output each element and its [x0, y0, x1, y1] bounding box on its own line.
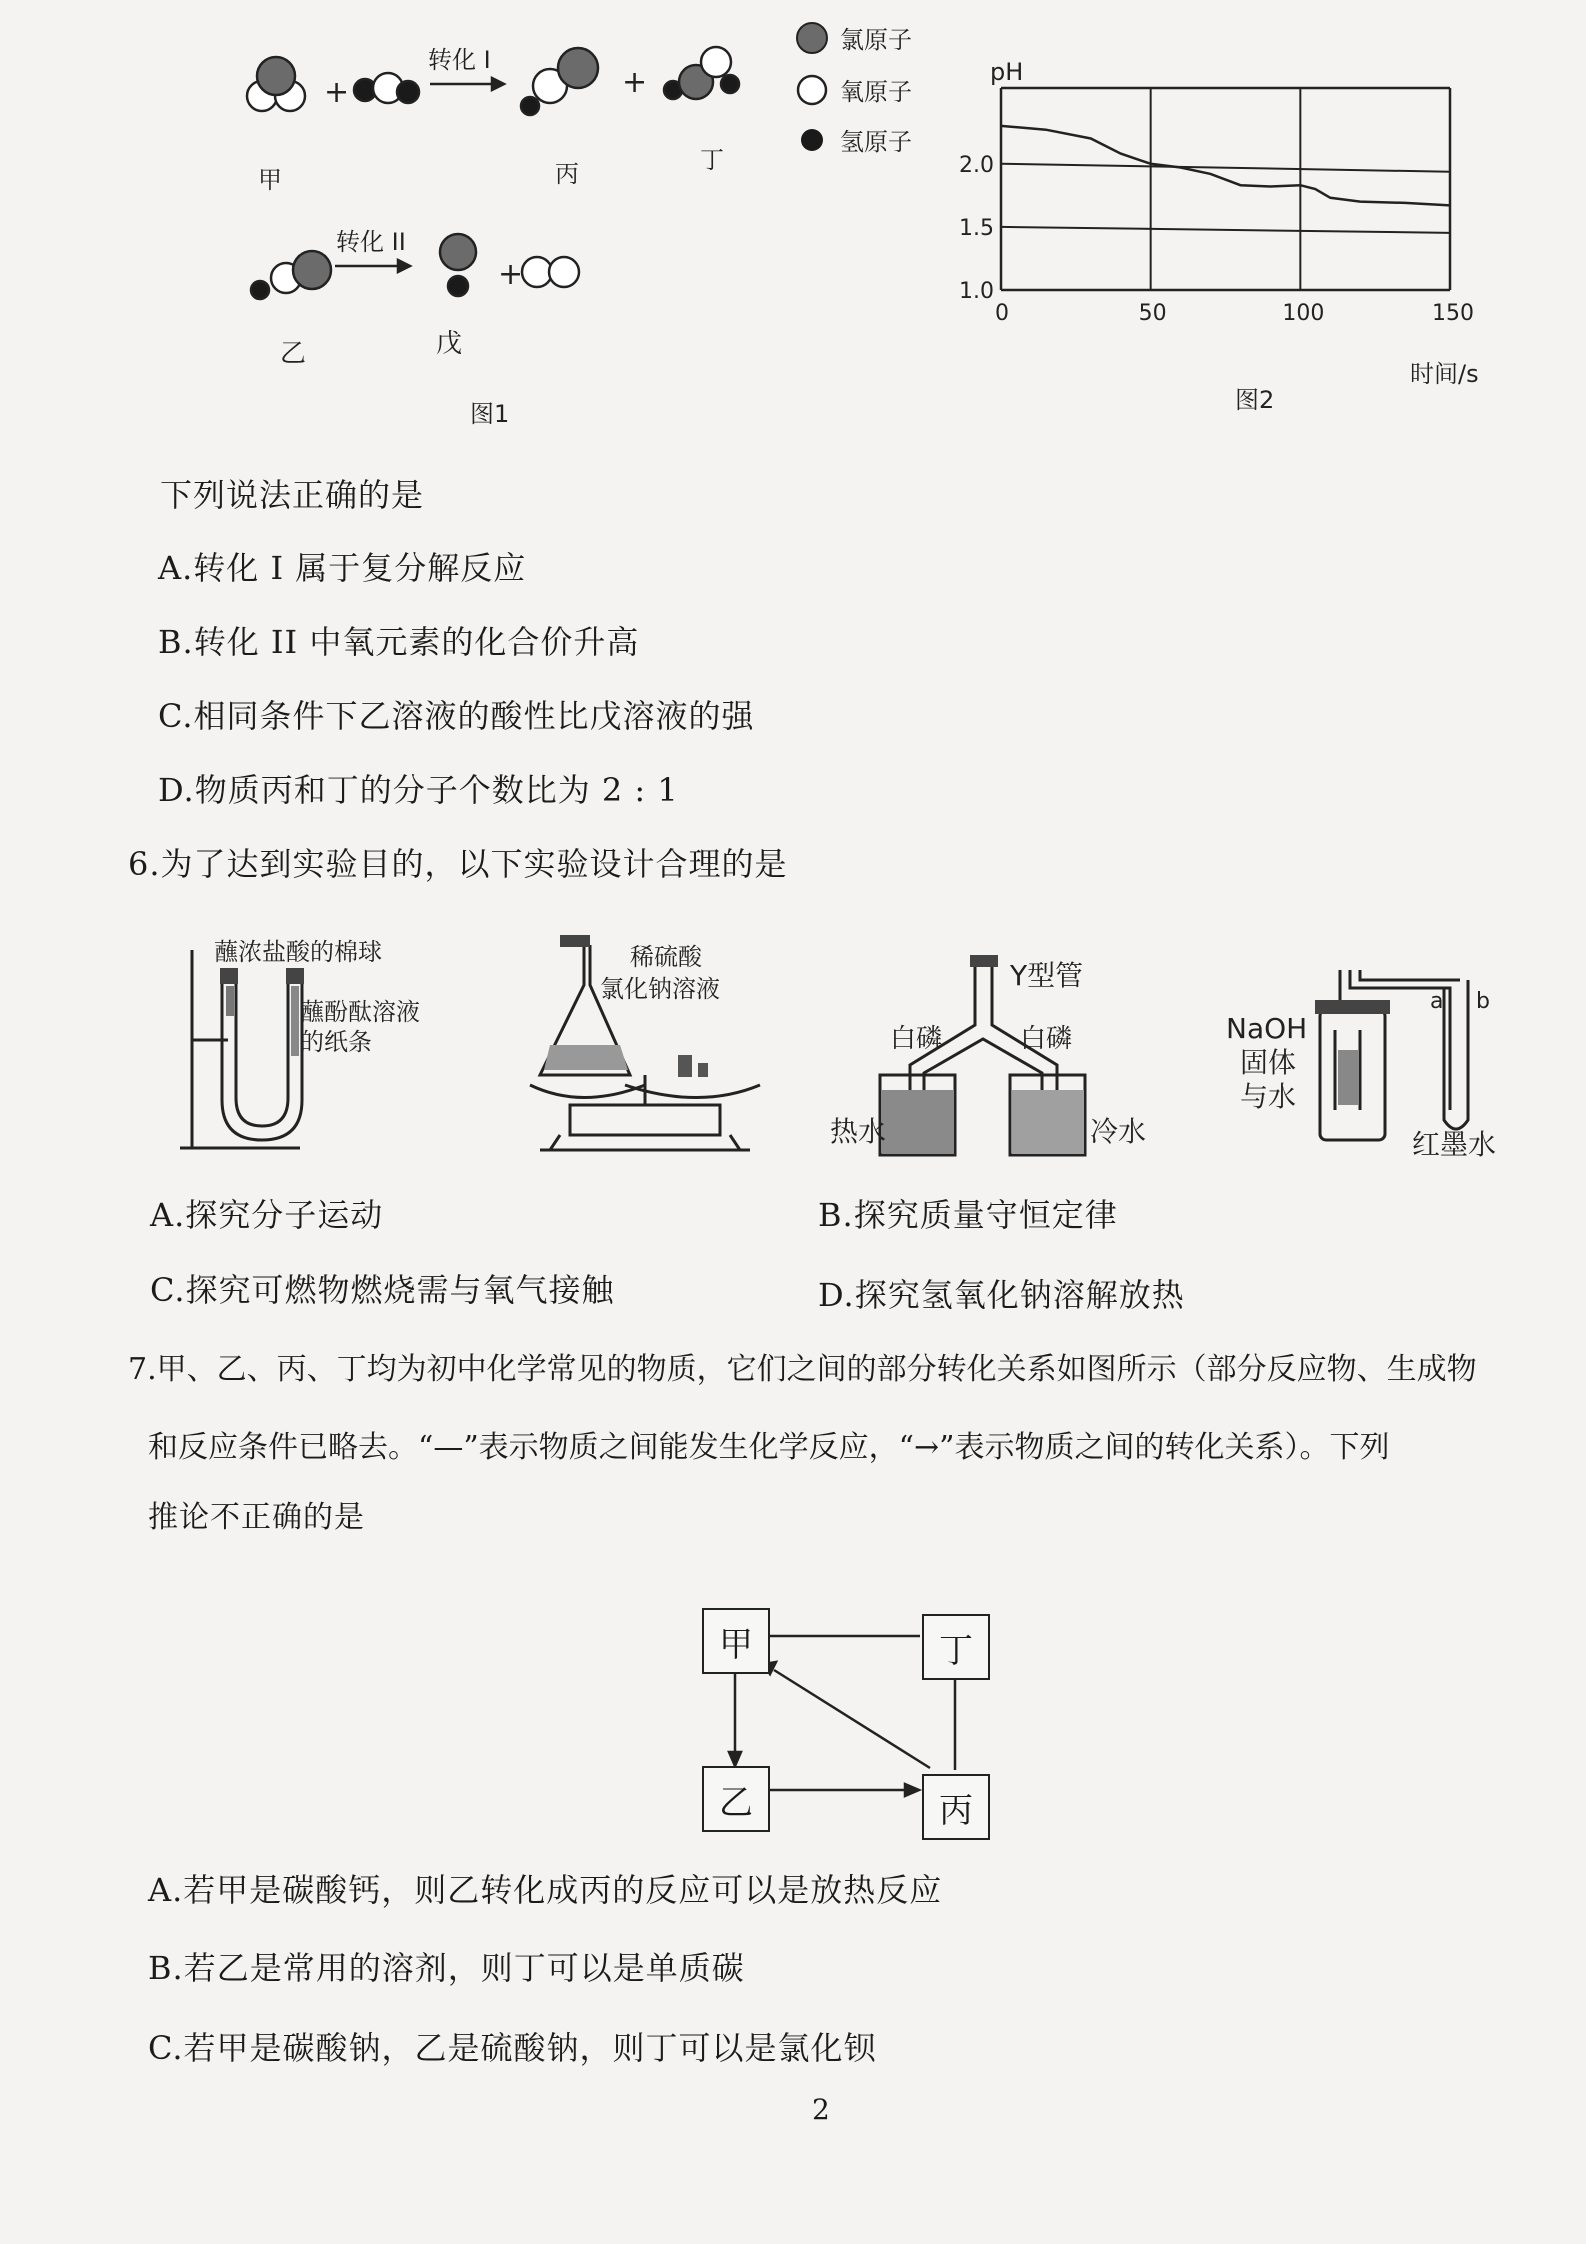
plus-2: + [622, 65, 648, 100]
q6-figure-b [520, 925, 770, 1165]
figC-tube-label: Y型管 [1010, 959, 1084, 992]
q6-option-b: B.探究质量守恒定律 [818, 1196, 1118, 1234]
plus-3: + [498, 257, 524, 292]
legend-cl: 氯原子 [840, 26, 912, 54]
molecule-reactant2 [354, 73, 419, 103]
molecule-o2 [522, 257, 579, 287]
y-tick-label: 1.5 [959, 215, 994, 241]
figC-p2: 白磷 [1020, 1024, 1073, 1054]
q6-option-a: A.探究分子运动 [150, 1196, 384, 1234]
molecule-yi [251, 251, 331, 299]
figC-hot: 热水 [830, 1115, 887, 1148]
label-ding: 丁 [700, 146, 724, 174]
figC-p1: 白磷 [890, 1024, 943, 1054]
chart-xlabel: 时间/s [1410, 360, 1479, 388]
page-number: 2 [812, 2093, 831, 2126]
figD-a: a [1430, 989, 1444, 1014]
arrow-bing-jia [774, 1670, 930, 1768]
chart-ticks [959, 153, 1474, 326]
figD-label-1: NaOH [1226, 1012, 1308, 1045]
x-tick-label: 100 [1282, 301, 1325, 326]
q6-option-d: D.探究氢氧化钠溶解放热 [818, 1276, 1185, 1314]
figD-label-3: 与水 [1240, 1080, 1297, 1113]
x-tick-label: 0 [995, 301, 1009, 326]
conv2-label: 转化 II [336, 228, 406, 256]
molecule-wu [440, 234, 476, 296]
gridline-y-2.0 [1001, 164, 1450, 172]
plus-1: + [324, 75, 350, 110]
legend-o: 氧原子 [840, 78, 912, 106]
figD-b: b [1476, 989, 1490, 1014]
q6-figure-c [820, 955, 1147, 1165]
figA-label-2: 蘸酚酞溶液 [300, 998, 420, 1026]
box-bing: 丙 [922, 1774, 990, 1840]
figure-1 [200, 10, 940, 430]
legend [797, 23, 912, 156]
conv1-label: 转化 I [428, 46, 491, 74]
figB-label-1: 稀硫酸 [630, 943, 702, 971]
figD-label-2: 固体 [1240, 1046, 1297, 1079]
figD-ink: 红墨水 [1412, 1128, 1497, 1161]
q7-option-a: A.若甲是碳酸钙，则乙转化成丙的反应可以是放热反应 [148, 1871, 943, 1909]
gridline-y-1.5 [1001, 227, 1450, 233]
q7-line-3: 推论不正确的是 [148, 1500, 365, 1535]
figA-label-1: 蘸浓盐酸的棉球 [214, 938, 382, 966]
x-tick-label: 50 [1138, 301, 1167, 326]
figC-cold: 冷水 [1090, 1115, 1147, 1148]
figA-label-3: 的纸条 [300, 1028, 372, 1056]
molecule-jia [247, 57, 305, 111]
chart-frame [1001, 88, 1450, 290]
box-jia: 甲 [702, 1608, 770, 1674]
legend-h: 氢原子 [840, 128, 912, 156]
q5-stem: 下列说法正确的是 [160, 476, 425, 514]
y-tick-label: 2.0 [959, 152, 994, 178]
molecule-bing [521, 48, 598, 115]
molecule-ding [664, 47, 739, 99]
y-tick-label: 1.0 [959, 279, 994, 304]
q5-option-a: A.转化 I 属于复分解反应 [158, 549, 527, 587]
figB-label-2: 氯化钠溶液 [600, 975, 720, 1003]
x-tick-label: 150 [1432, 301, 1474, 326]
q7-option-b: B.若乙是常用的溶剂，则丁可以是单质碳 [148, 1949, 745, 1987]
box-yi: 乙 [702, 1766, 770, 1832]
q5-option-c: C.相同条件下乙溶液的酸性比戊溶液的强 [158, 697, 755, 735]
q7-line-2: 和反应条件已略去。“—”表示物质之间能发生化学反应，“→”表示物质之间的转化关系）。下列 [148, 1430, 1390, 1465]
label-wu: 戊 [436, 329, 463, 359]
label-bing: 丙 [555, 160, 579, 188]
figure-2-caption: 图2 [1235, 386, 1275, 414]
q6-option-c: C.探究可燃物燃烧需与氧气接触 [150, 1271, 615, 1309]
chart-ylabel: pH [990, 58, 1024, 86]
chart-gridlines [1001, 88, 1450, 290]
q6-stem: 6.为了达到实验目的，以下实验设计合理的是 [128, 845, 788, 883]
q6-figure-d [1220, 960, 1520, 1160]
q6-figure-a [170, 930, 470, 1160]
label-yi: 乙 [280, 339, 307, 369]
label-jia: 甲 [258, 166, 282, 194]
figure-2-chart [940, 40, 1500, 440]
figure-1-caption: 图1 [470, 400, 510, 428]
box-ding: 丁 [922, 1614, 990, 1680]
q7-option-c: C.若甲是碳酸钠，乙是硫酸钠，则丁可以是氯化钡 [148, 2029, 877, 2067]
q5-option-d: D.物质丙和丁的分子个数比为 2 : 1 [158, 771, 679, 809]
q5-option-b: B.转化 II 中氧元素的化合价升高 [158, 623, 640, 661]
q7-line-1: 7.甲、乙、丙、丁均为初中化学常见的物质，它们之间的部分转化关系如图所示（部分反应物、生成物 [128, 1352, 1477, 1387]
